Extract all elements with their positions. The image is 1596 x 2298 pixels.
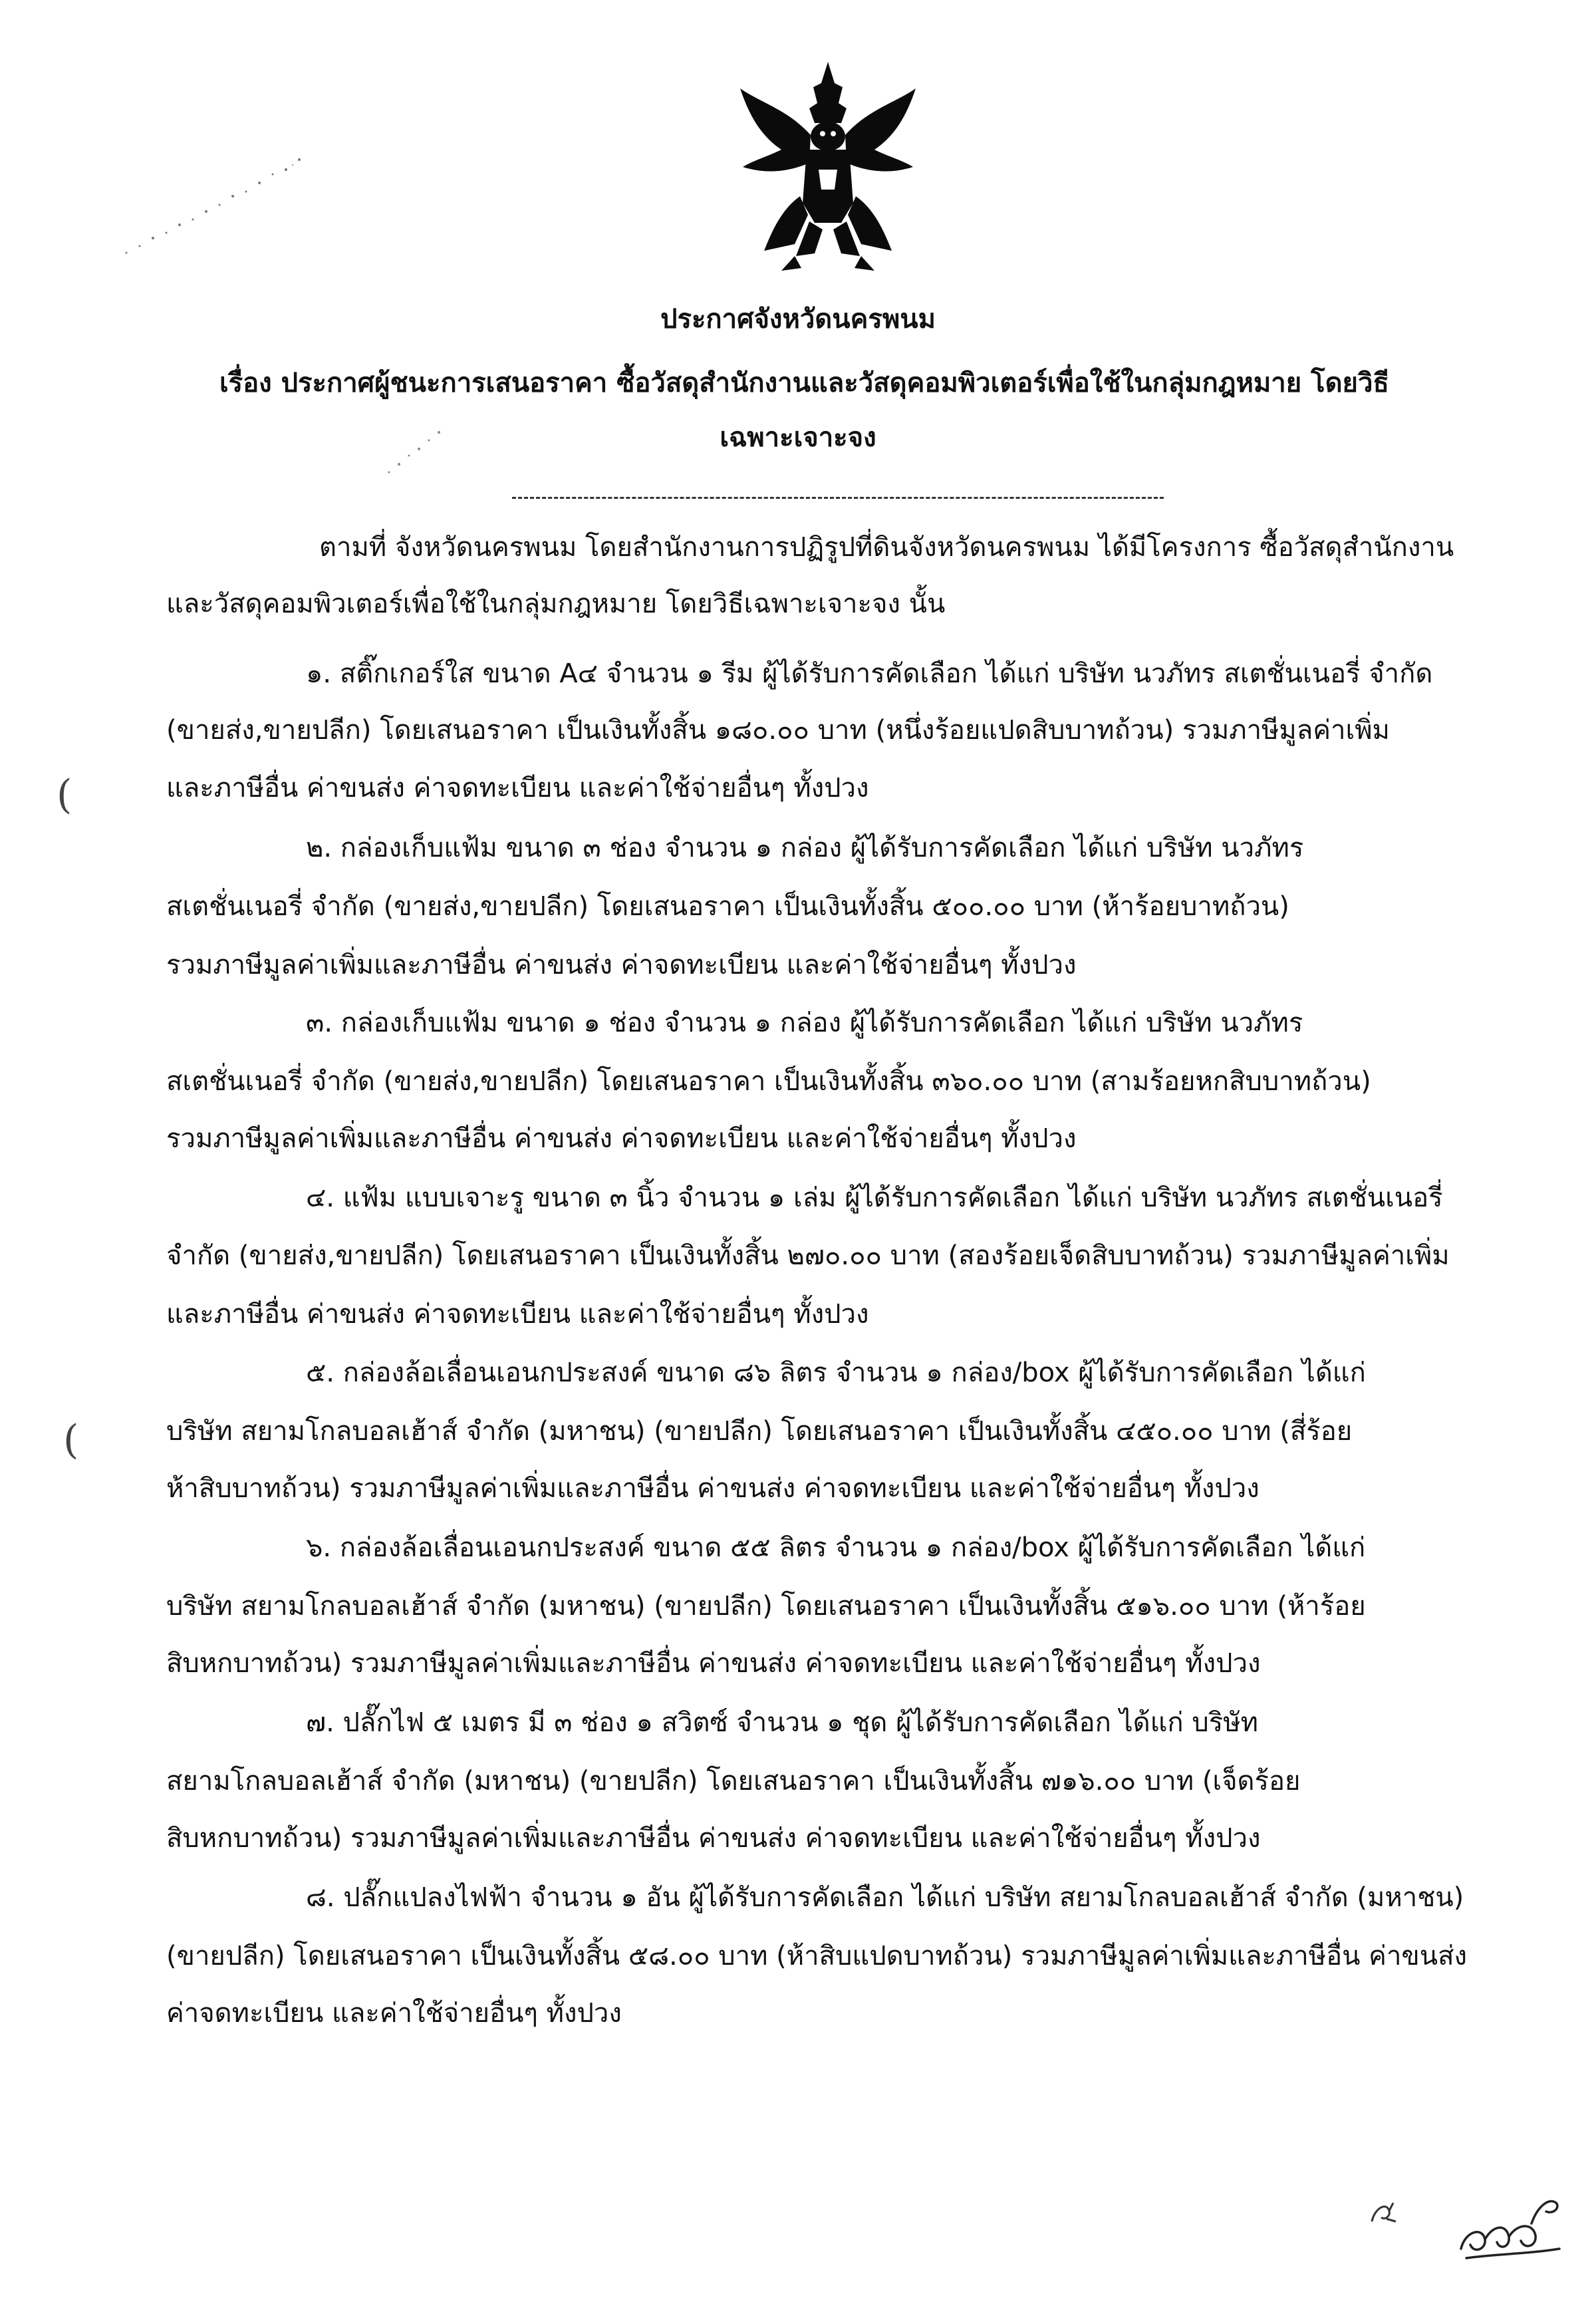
scan-noise [100, 133, 326, 279]
item-1-line: ๑. สติ๊กเกอร์ใส ขนาด A๔ จำนวน ๑ รีม ผู้ได้รับการคัดเลือก ได้แก่ บริษัท นวภัทร สเตชั่นเนอรี่ จำกัด [306, 658, 1433, 689]
item-3-line: ๓. กล่องเก็บแฟ้ม ขนาด ๑ ช่อง จำนวน ๑ กล่อง ผู้ได้รับการคัดเลือก ได้แก่ บริษัท นวภัทร [306, 1008, 1303, 1038]
header-divider [512, 497, 1164, 499]
announcement-subject-continued: เฉพาะเจาะจง [720, 422, 876, 453]
item-5-line: ห้าสิบบาทถ้วน) รวมภาษีมูลค่าเพิ่มและภาษีอื่น ค่าขนส่ง ค่าจดทะเบียน และค่าใช้จ่ายอื่นๆ ทั้งปวง [166, 1473, 1260, 1504]
garuda-emblem-icon [735, 57, 921, 276]
item-7-line: สยามโกลบอลเฮ้าส์ จำกัด (มหาชน) (ขายปลีก) โดยเสนอราคา เป็นเงินทั้งสิ้น ๗๑๖.๐๐ บาท (เจ็ดร้อย [166, 1766, 1301, 1796]
item-8-line: (ขายปลีก) โดยเสนอราคา เป็นเงินทั้งสิ้น ๕๘.๐๐ บาท (ห้าสิบแปดบาทถ้วน) รวมภาษีมูลค่าเพิ่มและภาษีอื่น ค่าขนส่ง [166, 1941, 1468, 1971]
margin-mark: ( [63, 1417, 79, 1463]
item-6-line: บริษัท สยามโกลบอลเฮ้าส์ จำกัด (มหาชน) (ขายปลีก) โดยเสนอราคา เป็นเงินทั้งสิ้น ๕๑๖.๐๐ บาท (ห้าร้อย [166, 1591, 1366, 1622]
item-6-line: สิบหกบาทถ้วน) รวมภาษีมูลค่าเพิ่มและภาษีอื่น ค่าขนส่ง ค่าจดทะเบียน และค่าใช้จ่ายอื่นๆ ทั้งปวง [166, 1648, 1261, 1679]
item-6-line: ๖. กล่องล้อเลื่อนเอนกประสงค์ ขนาด ๕๕ ลิตร จำนวน ๑ กล่อง/box ผู้ได้รับการคัดเลือก ได้แก่ [306, 1532, 1366, 1563]
intro-line: และวัสดุคอมพิวเตอร์เพื่อใช้ในกลุ่มกฎหมาย โดยวิธีเฉพาะเจาะจง นั้น [166, 589, 946, 619]
item-2-line: สเตชั่นเนอรี่ จำกัด (ขายส่ง,ขายปลีก) โดยเสนอราคา เป็นเงินทั้งสิ้น ๕๐๐.๐๐ บาท (ห้าร้อยบาทถ้วน) [166, 891, 1289, 922]
item-4-line: ๔. แฟ้ม แบบเจาะรู ขนาด ๓ นิ้ว จำนวน ๑ เล่ม ผู้ได้รับการคัดเลือก ได้แก่ บริษัท นวภัทร สเตชั่นเนอรี่ [306, 1183, 1443, 1213]
item-4-line: จำกัด (ขายส่ง,ขายปลีก) โดยเสนอราคา เป็นเงินทั้งสิ้น ๒๗๐.๐๐ บาท (สองร้อยเจ็ดสิบบาทถ้วน) รวมภาษีมูลค่าเพิ่ม [166, 1240, 1450, 1271]
item-5-line: บริษัท สยามโกลบอลเฮ้าส์ จำกัด (มหาชน) (ขายปลีก) โดยเสนอราคา เป็นเงินทั้งสิ้น ๔๕๐.๐๐ บาท (สี่ร้อย [166, 1416, 1353, 1447]
item-3-line: สเตชั่นเนอรี่ จำกัด (ขายส่ง,ขายปลีก) โดยเสนอราคา เป็นเงินทั้งสิ้น ๓๖๐.๐๐ บาท (สามร้อยหกสิบบาทถ้วน) [166, 1066, 1371, 1097]
handwritten-mark [1367, 2195, 1400, 2228]
item-8-line: ค่าจดทะเบียน และค่าใช้จ่ายอื่นๆ ทั้งปวง [166, 1998, 622, 2029]
announcement-subject: เรื่อง ประกาศผู้ชนะการเสนอราคา ซื้อวัสดุสำนักงานและวัสดุคอมพิวเตอร์เพื่อใช้ในกลุ่มกฎหมาย โดยวิธี [219, 368, 1389, 398]
item-2-line: รวมภาษีมูลค่าเพิ่มและภาษีอื่น ค่าขนส่ง ค่าจดทะเบียน และค่าใช้จ่ายอื่นๆ ทั้งปวง [166, 950, 1077, 980]
item-7-line: ๗. ปลั๊กไฟ ๕ เมตร มี ๓ ช่อง ๑ สวิตซ์ จำนวน ๑ ชุด ผู้ได้รับการคัดเลือก ได้แก่ บริษัท [306, 1707, 1258, 1738]
item-7-line: สิบหกบาทถ้วน) รวมภาษีมูลค่าเพิ่มและภาษีอื่น ค่าขนส่ง ค่าจดทะเบียน และค่าใช้จ่ายอื่นๆ ทั้งปวง [166, 1823, 1261, 1854]
item-1-line: (ขายส่ง,ขายปลีก) โดยเสนอราคา เป็นเงินทั้งสิ้น ๑๘๐.๐๐ บาท (หนึ่งร้อยแปดสิบบาทถ้วน) รวมภาษีมูลค่าเพิ่ม [166, 715, 1390, 746]
item-1-line: และภาษีอื่น ค่าขนส่ง ค่าจดทะเบียน และค่าใช้จ่ายอื่นๆ ทั้งปวง [166, 773, 869, 803]
announcement-title: ประกาศจังหวัดนครพนม [660, 304, 936, 335]
intro-line: ตามที่ จังหวัดนครพนม โดยสำนักงานการปฏิรูปที่ดินจังหวัดนครพนม ได้มีโครงการ ซื้อวัสดุสำนักงาน [319, 532, 1454, 563]
item-3-line: รวมภาษีมูลค่าเพิ่มและภาษีอื่น ค่าขนส่ง ค่าจดทะเบียน และค่าใช้จ่ายอื่นๆ ทั้งปวง [166, 1123, 1077, 1154]
item-8-line: ๘. ปลั๊กแปลงไฟฟ้า จำนวน ๑ อัน ผู้ได้รับการคัดเลือก ได้แก่ บริษัท สยามโกลบอลเฮ้าส์ จำกัด (มหาชน) [306, 1882, 1464, 1913]
scan-noise [372, 426, 452, 486]
handwritten-signature [1453, 2185, 1566, 2265]
margin-mark: ( [57, 772, 72, 818]
item-5-line: ๕. กล่องล้อเลื่อนเอนกประสงค์ ขนาด ๘๖ ลิตร จำนวน ๑ กล่อง/box ผู้ได้รับการคัดเลือก ได้แก่ [306, 1358, 1366, 1388]
item-2-line: ๒. กล่องเก็บแฟ้ม ขนาด ๓ ช่อง จำนวน ๑ กล่อง ผู้ได้รับการคัดเลือก ได้แก่ บริษัท นวภัทร [306, 833, 1304, 863]
item-4-line: และภาษีอื่น ค่าขนส่ง ค่าจดทะเบียน และค่าใช้จ่ายอื่นๆ ทั้งปวง [166, 1299, 869, 1330]
